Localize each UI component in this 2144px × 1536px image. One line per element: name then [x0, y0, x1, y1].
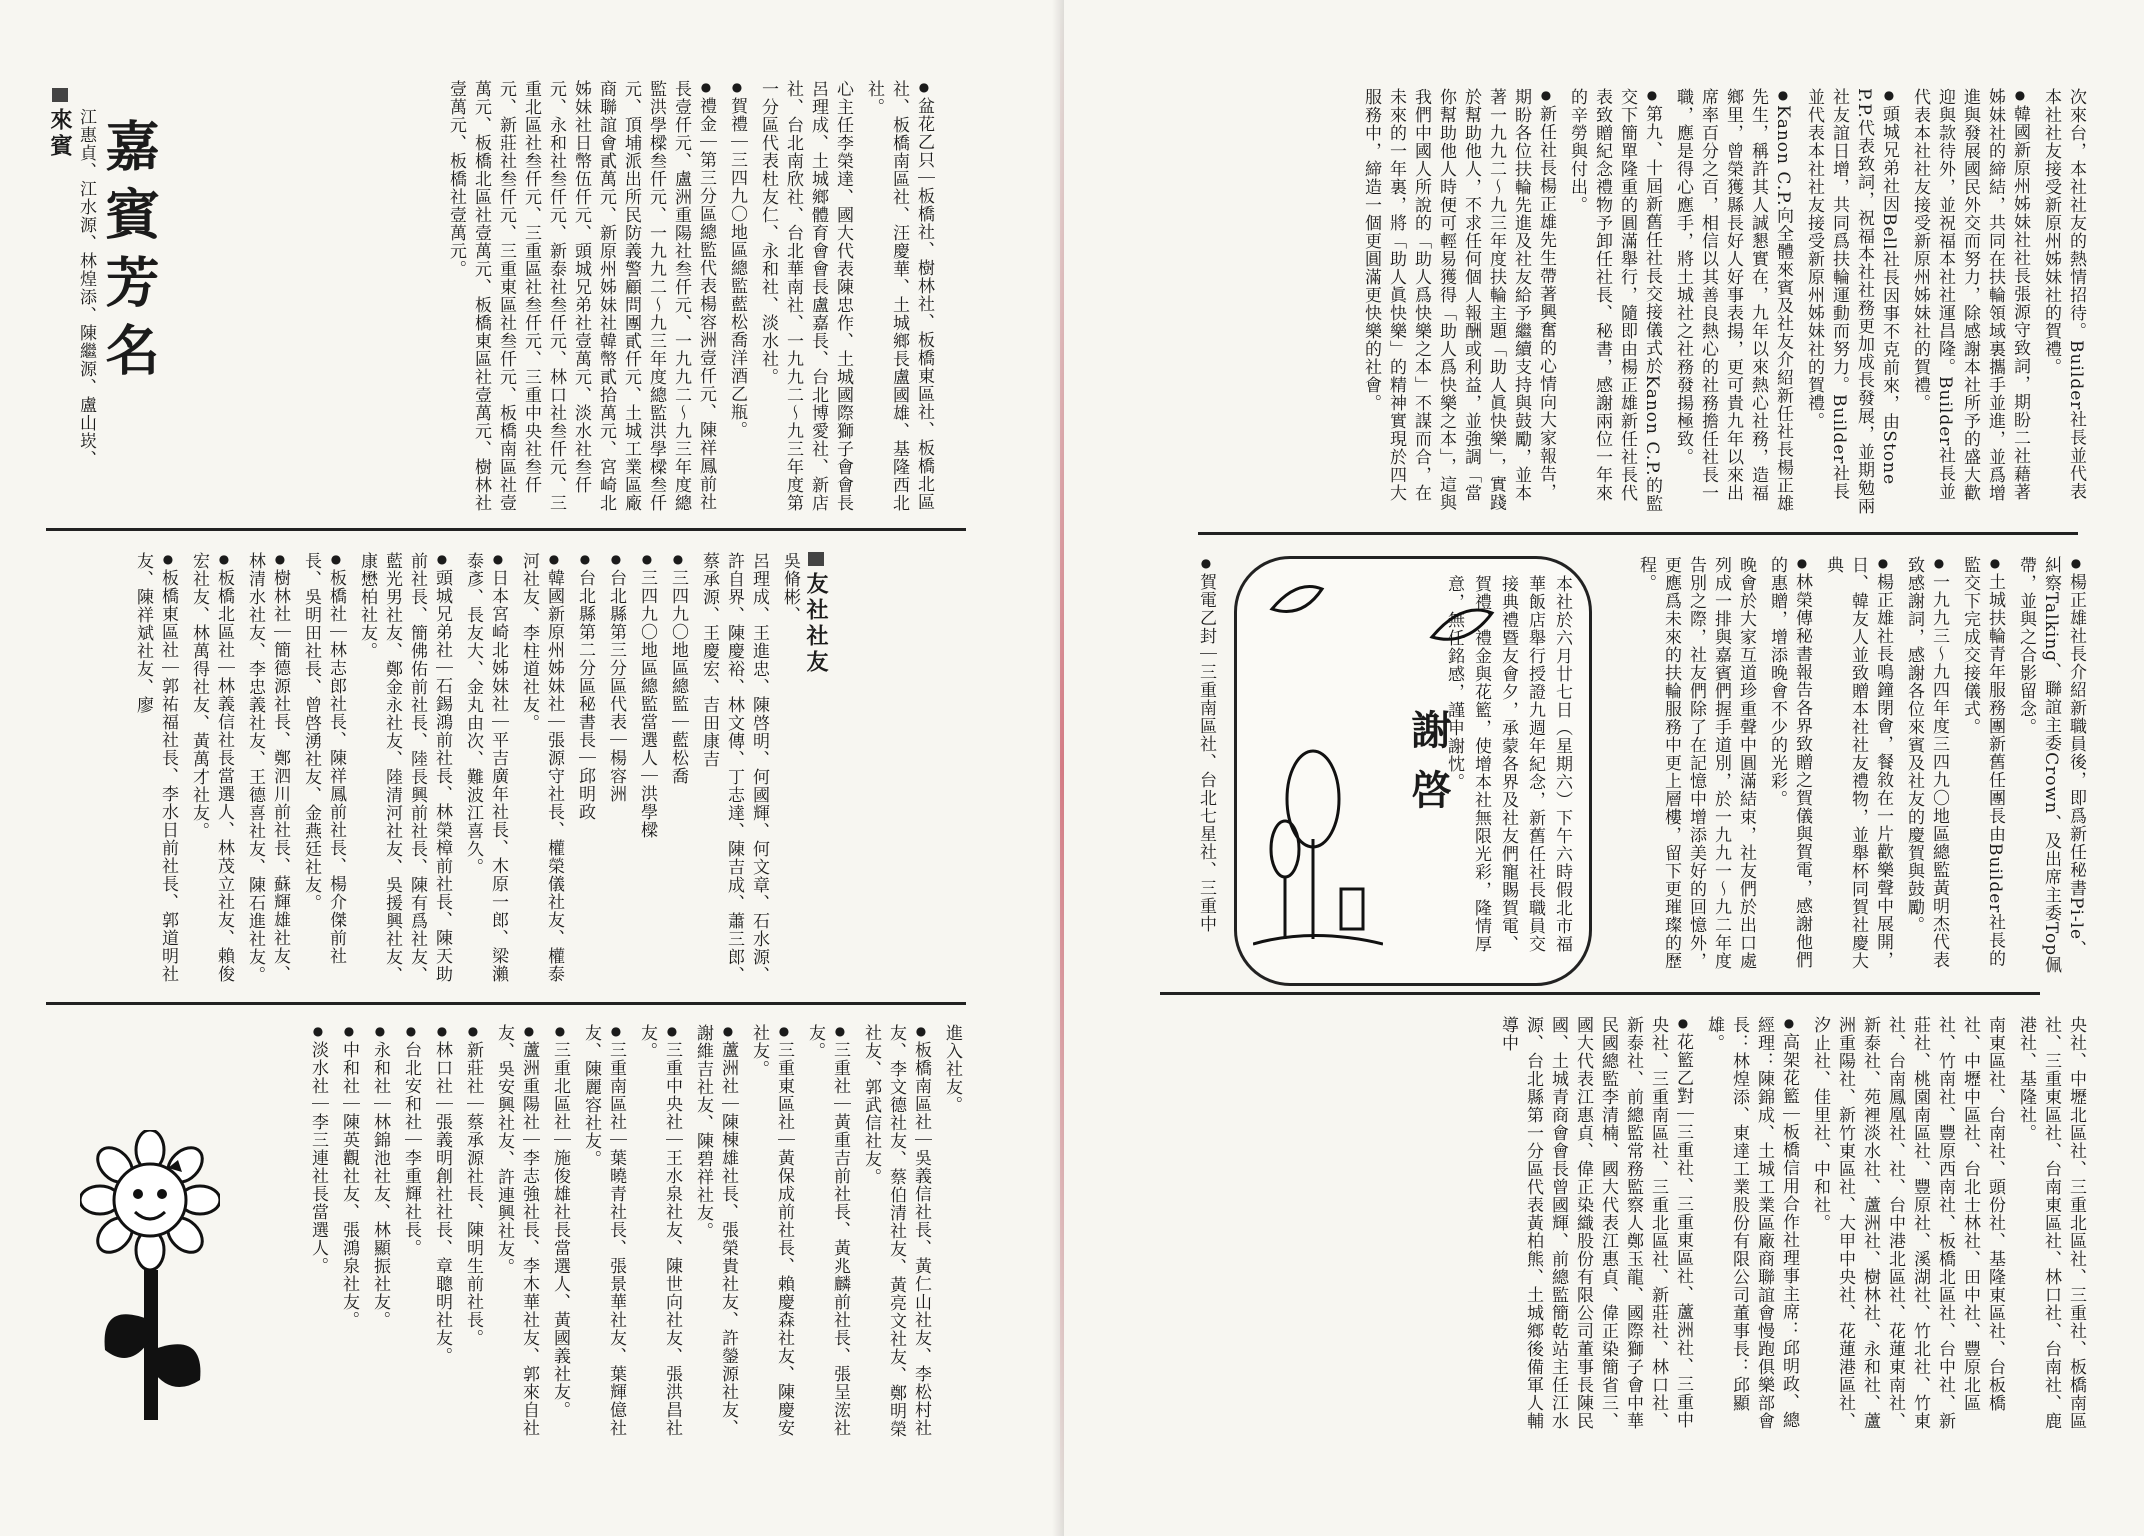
paragraph: 央社、中壢北區社、三重北區社、三重社、板橋南區社、三重東區社、台南東區社、林口社、台南社、鹿港社、基隆社。: [2016, 1016, 2086, 1430]
friend-item: ● 頭城兄弟社｜石錫鴻前社長、林榮樟前社長、陳天助前社長、簡佛佑前社長、陸長興前社長、陳有爲社友、藍光男社友、鄭金永社友、陸清河社友、吳援興社友、康懋柏社友。: [354, 552, 454, 988]
right-page: [1064, 0, 2144, 1536]
friends-heading: 友社社友: [801, 552, 832, 676]
club-item: ● 三重社｜黃重吉前社長、黃兆麟前社長、張呈浤社友。: [802, 1024, 852, 1444]
page-title: 嘉賓芳名: [97, 118, 161, 390]
friend-item: ● 韓國新原州姊妹社｜張源守社長、權榮儀社友、權泰河社友、李柱道社友。: [516, 552, 566, 988]
gift-item: ● 盆花乙只｜板橋社、樹林社、板橋東區社、板橋北區社、板橋南區社、汪慶華、土城鄉長盧國雄、基隆西北社。: [861, 80, 936, 512]
club-item: ● 三重東區社｜黃保成前社長、賴慶森社友、陳慶安社友。: [746, 1024, 796, 1444]
gift-item: 心主任李榮達、國大代表陳忠作、土城國際獅子會會長呂理成、土城鄉體育會會長盧嘉長、台北博愛社、新店社、台北南欣社、台北華南社、一九九二～九三年度第一分區代表杜友仁、永和社、淡水社。: [758, 80, 853, 512]
friend-item: ● 三四九〇地區總監當選人｜洪學樑: [634, 552, 659, 988]
tree-illustration: [1253, 739, 1383, 969]
thank-you-notice: [1234, 556, 1592, 986]
club-item: ● 蘆洲社｜陳棟雄社長、張榮貴社友、許鎣源社友、謝維吉社友、陳碧祥社友。: [690, 1024, 740, 1444]
paragraph: 晚會於大家互道珍重聲中圓滿結束，社友們於出口處列成一排與嘉賓們握手道別，於一九九一～九二年度告別之際，社友們除了在記憶中增添美好的回憶外，更應爲未來的扶輪服務中更上層樓，留下更璀璨的歷程。: [1636, 556, 1756, 970]
clubs-list: [220, 1024, 964, 1444]
club-item: ● 永和社｜林錦池社友、林顯振社友。: [367, 1024, 392, 1444]
club-item: ● 三重北區社｜施俊雄社長當選人、黃國義社友。: [547, 1024, 572, 1444]
friend-item: ● 日本宮崎北姊妹社｜平吉廣年社長、木原一郎、梁瀨泰彥、長友大、金丸由次、難波江喜久。: [460, 552, 510, 988]
paragraph: ● 土城扶輪青年服務團新舊任團長由Builder社長的監交下完成交接儀式。: [1957, 556, 2007, 976]
divider: [1198, 532, 2078, 535]
club-item: ● 中和社｜陳英觀社友、張鴻泉社友。: [336, 1024, 361, 1444]
friends-list: [60, 552, 802, 988]
friend-item: ● 台北縣第二分區秘書長｜邱明政: [572, 552, 597, 988]
bottom-text: [1182, 1016, 2088, 1446]
sunflower-illustration: [80, 1130, 220, 1430]
paragraph: ● 賀電乙封｜三重南區社、台北七星社、三重中: [1193, 556, 1218, 976]
gift-item: ● 賀禮｜三四九〇地區總監藍松喬洋酒乙瓶。: [724, 80, 749, 512]
friend-item: ● 三四九〇地區總監｜藍松喬: [665, 552, 690, 988]
guests-text: 江惠貞、江水源、林煌添、陳繼源、盧山崁、: [76, 108, 96, 468]
notice-body: 本社於六月廿七日（星期六）下午六時假北市福華飯店舉行授證九週年紀念，新舊任社長職員交接典禮暨友會夕，承蒙各界及社友們寵賜賀電、賀禮、禮金與花籃，使增本社無限光彩，隆情厚意，無任銘感，謹申謝忱。: [1444, 575, 1572, 953]
leaf-icon: [1427, 601, 1497, 647]
paragraph: ● 一九九三～九四年度三四九〇地區總監黃明杰代表致感謝詞，感謝各位來賓及社友的慶賀與鼓勵。: [1901, 556, 1951, 976]
paragraph: ● 高架花籃｜板橋信用合作社理事主席：邱明政、總經理：陳錦成、土城工業區廠商聯誼會慢跑俱樂部會長：林煌添、東達工業股份有限公司董事長：邱顯雄。: [1701, 1016, 1801, 1446]
notice-title: 謝啓: [1405, 709, 1452, 829]
club-item: ● 台北安和社｜李重輝社長。: [398, 1024, 423, 1444]
gift-item: ● 禮金｜第三分區總監代表楊容洲壹仟元、陳祥鳳前社長壹仟元、盧洲重陽社叁仟元、一九九二～九三年度總監洪學樑叁仟元、一九九二～九三年度總監洪學樑叁仟元、頂埔派出所民防義警顧問團貳仟元、土城工業區廠商聯誼會貳萬元、新原州姊妹社韓幣貳拾萬元、宮崎北姊妹社日幣伍仟元、頭城兄弟社壹萬元、淡水社叁仟元、永和社叁仟元、新泰社叁仟元、林口社叁仟元、三重北區社叁仟元、三重區社叁仟元、三重中央社叁仟元、新莊社叁仟元、三重東區社叁仟元、板橋南區社壹萬元、板橋北區社壹萬元、板橋東區社壹萬元、樹林社壹萬元、板橋社壹萬元。: [443, 80, 718, 512]
club-item: ● 三重中央社｜王水泉社友、陳世向社友、張洪昌社友。: [634, 1024, 684, 1444]
left-page: [0, 0, 1064, 1536]
guests-heading: 來賓: [45, 88, 76, 160]
gift-list: [40, 80, 936, 512]
club-item: ● 三重南區社｜葉曉青社長、張景華社友、葉輝億社友、陳麗容社友。: [578, 1024, 628, 1444]
club-item: ● 蘆洲重陽社｜李志強社長、李木華社友、郭來自社友、吳安興社友、許連興社友。: [491, 1024, 541, 1444]
paragraph: 南東區社、台南社、頭份社、基隆東區社、台板橋社、中壢中區社、台北士林社、田中社、豐原北區社、竹南社、豐原西南社、板橋北區社、台中社、新莊社、桃園南區社、豐原社、溪湖社、竹北社、竹東社、台南鳳凰社、社、台中港北區社、花蓮東南社、新泰社、苑裡淡水社、蘆洲社、樹林社、永和社、蘆洲重陽社、新竹東區社、大甲中央社、花蓮港區社、汐止社、佳里社、中和社。: [1810, 1016, 2005, 1430]
paragraph: 次來台，本社社友的熱情招待。Builder社長並代表本社社友接受新原州姊妹社的賀禮。: [2041, 88, 2086, 501]
club-item: 進入社友。: [942, 1024, 962, 1114]
top-text: [1192, 88, 2088, 518]
paragraph: ● Kanon C.P.向全體來賓及社友介紹新任社長楊正雄先生，稱許其人誠懇實在，九年以來熱心社務，造福鄉里，曾榮獲縣長好人好事表揚，更可貴九年以來出席率百分之百，相信以其善良熱心的社務擔任社長一職，應是得心應手，將土城社之社務發揚極致。: [1670, 88, 1795, 518]
paragraph: ● 林榮傳秘書報告各界致贈之賀儀與賀電，感謝他們的惠贈，增添晚會不少的光彩。: [1764, 556, 1814, 976]
mid-text: [1598, 556, 2088, 976]
paragraph: ● 新任社長楊正雄先生帶著興奮的心情向大家報告，期盼各位扶輪先進及社友給予繼續支持與鼓勵，並本著一九九二～九三年度扶輪主題「助人眞快樂」，實踐於幫助他人，不求任何個人報酬或利益，並強調「當你幫助他人時便可輕易獲得「助人爲快樂之本」，這與我們中國人所說的「助人爲快樂之本」不謀而合，在未來的一年裏，將「助人眞快樂」的精神實現於四大服務中，締造一個更圓滿更快樂的社會。: [1358, 88, 1558, 518]
friend-item: ● 板橋北區社｜林義信社長當選人、林茂立社友、賴俊宏社友、林萬得社友、黃萬才社友。: [186, 552, 236, 988]
club-item: ● 淡水社｜李三連社長當選人。: [305, 1024, 330, 1444]
divider: [46, 528, 966, 531]
telegram-text: [1174, 556, 1218, 976]
paragraph: ● 花籃乙對｜三重社、三重東區社、蘆洲社、三重中央社、三重南區社、三重北區社、新莊社、林口社、新泰社、前總監常務監察人鄭玉龍、國際獅子會中華民國總監李清楠、國大代表江惠貞、偉正染簡省三、國大代表江惠貞、偉正染織股份有限公司董事長陳民國、土城青商會會長曾國輝、前總監簡乾站主任江水源、台北縣第一分區代表黃柏熊、土城鄉後備軍人輔導中: [1495, 1016, 1695, 1446]
paragraph: ● 楊正雄社長介紹新職員後，即爲新任秘書Pi-le、糾察Talking、聯誼主委Crown、及出席主委Top佩帶，並與之合影留念。: [2013, 556, 2088, 976]
club-item: ● 板橋南區社｜吳義信社長、黃仁山社友、李松村社友、李文德社友、蔡伯清社友、黃亮文社友、鄭明榮社友、郭武信社友。: [858, 1024, 933, 1444]
club-item: ● 林口社｜張義明創社社長、章聰明社友。: [429, 1024, 454, 1444]
paragraph: ● 韓國新原州姊妹社社長張源守致詞，期盼二社藉著姊妹社的締結，共同在扶輪領域裏攜手並進，並爲增進與發展國民外交而努力，除感謝本社所予的盛大歡迎與款待外，並祝福本社社運昌隆。Builder社長並代表本社社友接受新原州姊妹社的賀禮。: [1907, 88, 2032, 518]
leaf-icon: [1267, 579, 1327, 619]
friend-item: ● 板橋東區社｜郭祐福社長、李水日前社長、郭道明社友、陳祥斌社友、廖: [130, 552, 180, 988]
friend-item: ● 樹林社｜簡德源社長、鄭泗川前社長、蘇輝雄社友、林清水社友、李忠義社友、王德喜社友、陳石進社友。: [242, 552, 292, 988]
friend-item: 吳脩彬、: [780, 552, 800, 624]
paragraph: ● 頭城兄弟社因Bell社長因事不克前來，由Stone P.P.代表致詞，祝福本社社務更加成長發展，並期勉兩社友誼日增，共同爲扶輪運動而努力。Builder社長並代表本社社友接受新原州姊妹社的賀禮。: [1801, 88, 1901, 518]
divider: [1160, 992, 2040, 995]
paragraph: ● 楊正雄社長鳴鐘閉會，餐敘在一片歡樂聲中展開，日、韓友人並致贈本社社友禮物，並舉杯同賀社慶大典: [1820, 556, 1895, 976]
section-marker-icon: [808, 552, 824, 566]
divider: [46, 1002, 966, 1005]
friend-item: 呂理成、王進忠、陳啓明、何國輝、何文章、石水源、許自界、陳慶裕、林文傳、丁志達、陳吉成、蕭三郎、蔡承源、王慶宏、吉田康吉: [699, 552, 769, 984]
club-item: ● 新莊社｜蔡承源社長、陳明生前社長。: [460, 1024, 485, 1444]
friend-item: ● 台北縣第三分區代表｜楊容洲: [603, 552, 628, 988]
friend-item: ● 板橋社｜林志郎社長、陳祥鳳前社長、楊介傑前社長、吳明田社長、曾啓湧社友、金燕廷社友。: [298, 552, 348, 988]
paragraph: ● 第九、十屆新舊任社長交接儀式於Kanon C.P.的監交下簡單隆重的圓滿舉行，隨即由楊正雄新任社長代表致贈紀念禮物予卸任社長、秘書，感謝兩位一年來的辛勞與付出。: [1564, 88, 1664, 518]
